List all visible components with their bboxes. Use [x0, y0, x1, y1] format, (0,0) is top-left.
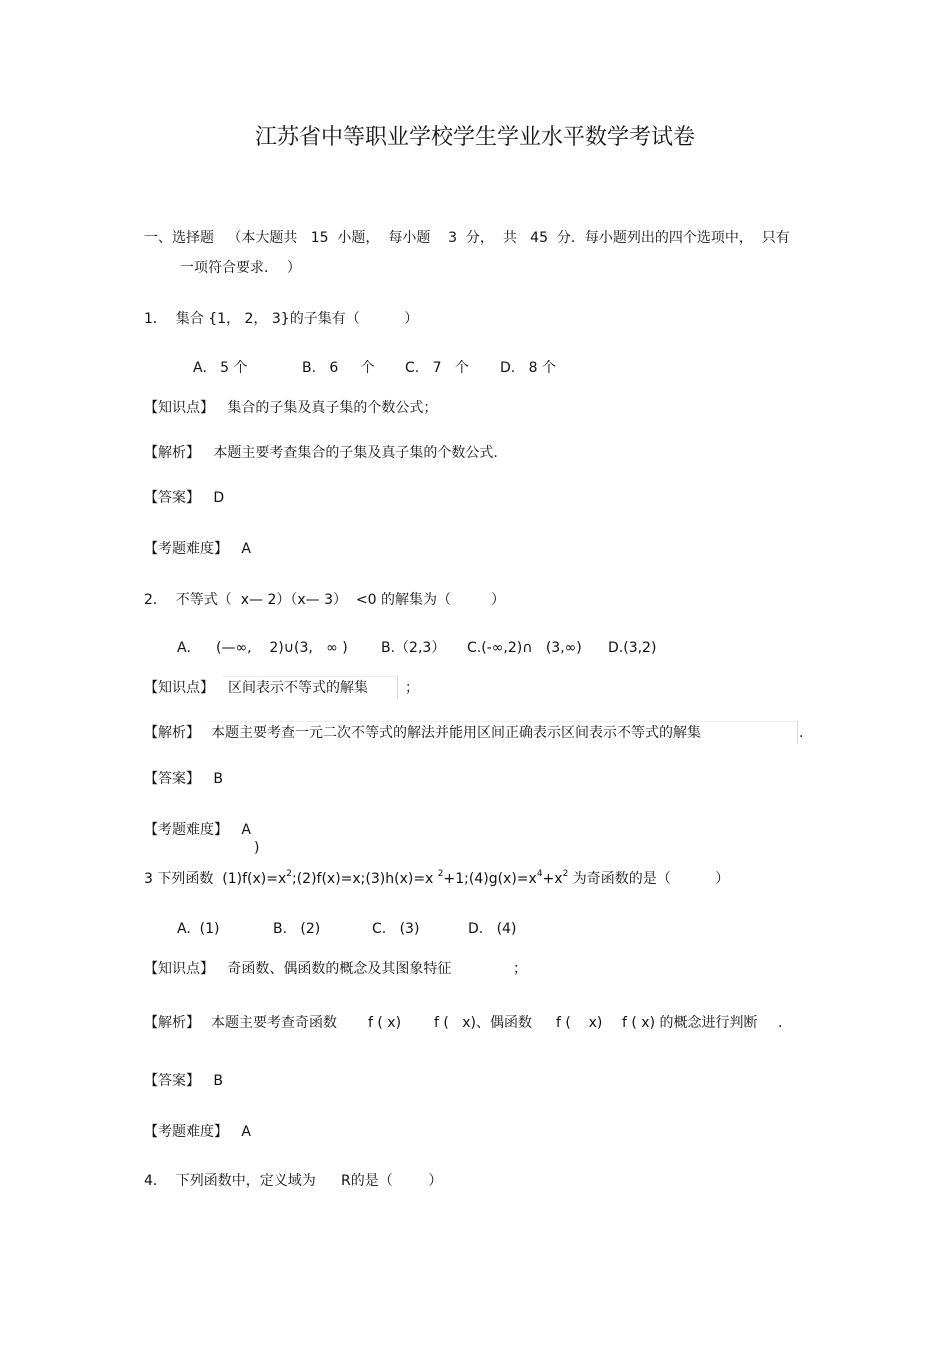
q2-stem: 2． 不等式（ x— 2）（x— 3） <0 的解集为（ ） — [144, 592, 506, 608]
q3-knowledge: 【知识点】 奇函数、偶函数的概念及其图象特征 — [144, 961, 452, 977]
q4-stem: 4． 下列函数中，定义域为 — [144, 1173, 316, 1189]
q2-analysis-end: . — [799, 725, 804, 741]
q1-knowledge: 【知识点】 集合的子集及真子集的个数公式； — [144, 400, 438, 416]
q2-option-a: A. — [177, 640, 191, 656]
q2-knowledge-label: 【知识点】 — [144, 680, 214, 696]
q3-analysis-text: 本题主要考查奇函数 — [211, 1015, 337, 1031]
q1-option-c: C. 7 个 — [405, 360, 469, 376]
section-heading-continued: 一项符合要求． ） — [180, 260, 301, 276]
q1-option-b: B. 6 个 — [302, 360, 375, 376]
q1-option-d: D. 8 个 — [500, 360, 556, 376]
q3-option-d: D. (4) — [468, 921, 517, 937]
q3-analysis-odd: f ( x) — [368, 1015, 402, 1031]
q3-option-c: C. (3) — [372, 921, 420, 937]
q1-stem: 1． 集合 {1， 2， 3}的子集有（ ） — [144, 311, 419, 327]
q3-option-b: B. (2) — [273, 921, 321, 937]
q3-option-a: A. (1) — [177, 921, 220, 937]
q2-knowledge-text: 区间表示不等式的解集 — [228, 680, 368, 696]
q2-analysis-text: 本题主要考查一元二次不等式的解法并能用区间正确表示区间表示不等式的解集 — [211, 725, 701, 741]
q1-option-a: A. 5 个 — [193, 360, 248, 376]
q2-option-b: B.（2,3） — [381, 640, 446, 656]
q2-stray-paren: ) — [254, 840, 260, 856]
q2-option-c: C.(-∞,2)∩ (3,∞) — [467, 640, 582, 656]
q2-difficulty: 【考题难度】 A — [144, 822, 251, 838]
q3-analysis-even: f ( x) — [556, 1015, 603, 1031]
section-heading: 一、选择题 （本大题共 15 小题， 每小题 3 分， 共 45 分．每小题列出的四个选项中， 只有 — [144, 230, 790, 246]
q3-stem: 3 下列函数 $(1)f(x)=x^2;(2)f(x)=x;(3)h(x)=x$ $^2+1;(4)g(x)=x^4+x^2$ 为奇函数的是（ ） — [144, 869, 730, 887]
q3-knowledge-end: ； — [513, 961, 527, 977]
q3-analysis-even-concept: f ( x) 的概念进行判断 — [622, 1015, 758, 1031]
q2-knowledge-end: ； — [405, 680, 419, 696]
q4-stem-domain: R的是（ ） — [341, 1173, 443, 1189]
q2-answer: 【答案】 B — [144, 771, 223, 787]
page-title: 江苏省中等职业学校学生学业水平数学考试卷 — [254, 125, 695, 150]
q2-option-a-value: (—∞, 2)∪(3, ∞ ) — [216, 640, 348, 656]
q2-option-d: D.(3,2) — [608, 640, 657, 656]
q1-answer: 【答案】 D — [144, 490, 225, 506]
q3-analysis-label: 【解析】 — [144, 1015, 200, 1031]
q3-difficulty: 【考题难度】 A — [144, 1124, 251, 1140]
q1-difficulty: 【考题难度】 A — [144, 541, 251, 557]
q1-analysis: 【解析】 本题主要考查集合的子集及真子集的个数公式. — [144, 445, 498, 461]
q3-analysis-end: . — [778, 1015, 783, 1031]
q3-answer: 【答案】 B — [144, 1073, 223, 1089]
q2-analysis-label: 【解析】 — [144, 725, 200, 741]
q3-analysis-odd-neg: f ( x)、偶函数 — [434, 1015, 532, 1031]
